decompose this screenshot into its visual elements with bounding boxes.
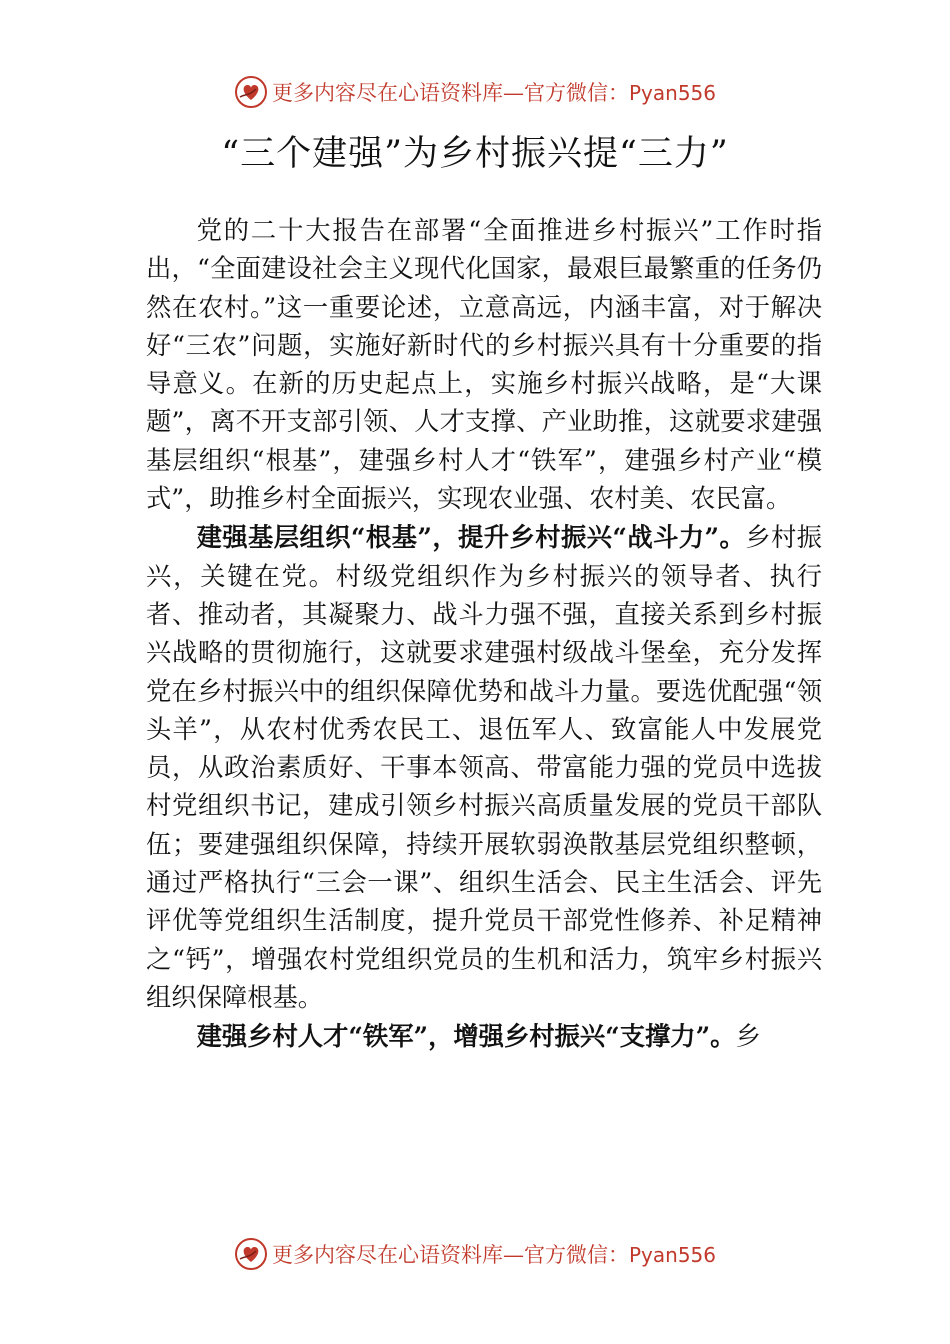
heart-logo-icon — [234, 1237, 268, 1271]
header-banner-text — [272, 77, 716, 107]
paragraph-3 — [146, 1017, 822, 1056]
footer-banner-text — [272, 1239, 716, 1269]
document-title: “三个建强”为乡村振兴提“三力” — [221, 134, 729, 174]
heart-logo-icon — [234, 75, 268, 109]
wechat-label: 官方微信： — [523, 81, 629, 105]
site-name: 更多内容尽在心语资料库 — [271, 1243, 503, 1267]
paragraph-1 — [146, 211, 822, 518]
paragraph-lead: 建强乡村人才“铁军”，增强乡村振兴“支撑力”。 — [196, 1021, 736, 1052]
banner-separator: — — [502, 1243, 524, 1267]
wechat-id: Pyan556 — [628, 1243, 716, 1267]
wechat-id: Pyan556 — [628, 81, 716, 105]
site-name: 更多内容尽在心语资料库 — [271, 81, 503, 105]
paragraph-text: 乡村振兴，关键在党。村级党组织作为乡村振兴的领导者、执行者、推动者，其凝聚力、战斗力强不强，直接关系到乡村振兴战略的贯彻施行，这就要求建强村级战斗堡垒，充分发挥党在乡村振兴中的组织保障优势和战斗力量。要选优配强“领头羊”，从农村优秀农民工、退伍军人、致富能人中发展党员，从政治素质好、干事本领高、带富能力强的党员中选拔村党组织书记，建成引领乡村振兴高质量发展的党员干部队伍；要建强组织保障，持续开展软弱涣散基层党组织整顿，通过严格执行“三会一课”、组织生活会、民主生活会、评先评优等党组织生活制度，提升党员干部党性修养、补足精神之“钙”，增强农村党组织党员的生机和活力，筑牢乡村振兴组织保障根基。 — [146, 523, 822, 1012]
paragraph-text: 乡 — [735, 1022, 761, 1052]
paragraph-lead: 建强基层组织“根基”，提升乡村振兴“战斗力”。 — [196, 522, 746, 553]
paragraph-text: 党的二十大报告在部署“全面推进乡村振兴”工作时指出，“全面建设社会主义现代化国家，最艰巨最繁重的任务仍然在农村。”这一重要论述，立意高远，内涵丰富，对于解决好“三农”问题，实施好新时代的乡村振兴具有十分重要的指导意义。在新的历史起点上，实施乡村振兴战略，是“大课题”，离不开支部引领、人才支撑、产业助推，这就要求建强基层组织“根基”，建强乡村人才“铁军”，建强乡村产业“模式”，助推乡村全面振兴，实现农业强、农村美、农民富。 — [146, 216, 822, 514]
banner-separator: — — [502, 81, 524, 105]
document-body — [146, 211, 822, 1057]
header-banner — [0, 70, 950, 114]
wechat-label: 官方微信： — [523, 1243, 629, 1267]
paragraph-2 — [146, 518, 822, 1017]
footer-banner — [0, 1232, 950, 1276]
